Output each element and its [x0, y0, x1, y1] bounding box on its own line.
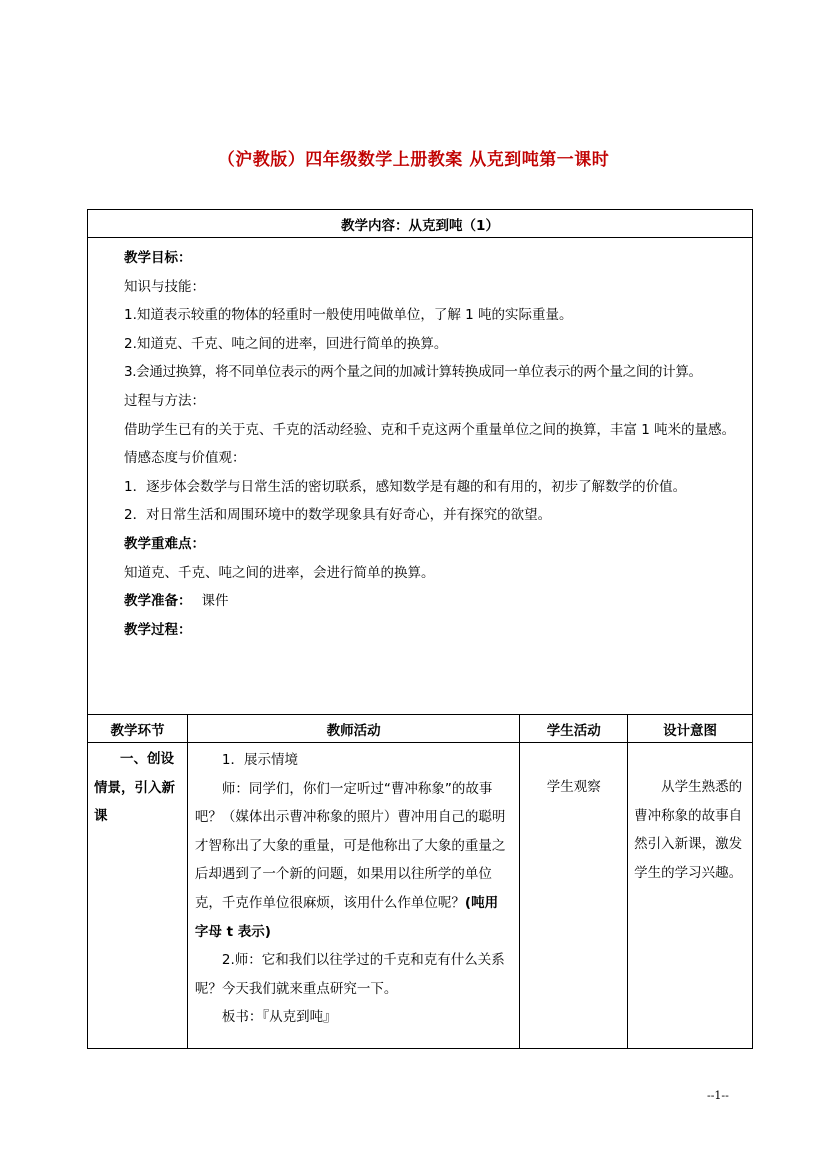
teacher-step-3: 2.师：它和我们以往学过的千克和克有什么关系呢？今天我们就来重点研究一下。: [194, 952, 505, 997]
table-row: [88, 743, 753, 1049]
process-text: 借助学生已有的关于克、千克的活动经验、克和千克这两个重量单位之间的换算，丰富 1 吨米的量感。: [124, 421, 736, 438]
process-label: 过程与方法：: [124, 392, 205, 409]
teacher-cell: [187, 743, 519, 1049]
stage-cell: [88, 743, 188, 1049]
document-title: （沪教版）四年级数学上册教案 从克到吨第一课时: [217, 150, 610, 170]
column-header-student: 学生活动: [520, 715, 628, 743]
knowledge-item-1: 1.知道表示较重的物体的轻重时一般使用吨做单位，了解 1 吨的实际重量。: [124, 307, 573, 324]
column-header-design: 设计意图: [628, 715, 753, 743]
key-points-text: 知道克、千克、吨之间的进率，会进行简单的换算。: [124, 564, 435, 581]
column-header-teacher: 教师活动: [187, 715, 519, 743]
key-points-heading: 教学重难点：: [124, 535, 205, 552]
teacher-step-2-note: (吨用字母 t 表示): [194, 894, 499, 940]
objectives-heading: 教学目标：: [124, 250, 192, 266]
column-header-stage: 教学环节: [88, 715, 188, 743]
teacher-step-4: 板书：『从克到吨』: [221, 1009, 337, 1026]
objectives-section: [88, 238, 753, 715]
preparation-heading: 教学准备：: [124, 593, 192, 610]
emotion-label: 情感态度与价值观：: [124, 450, 246, 467]
content-header: 教学内容：从克到吨（1）: [88, 210, 753, 238]
knowledge-label: 知识与技能：: [124, 278, 205, 295]
stage-text: 一、创设情景，引入新课: [94, 751, 175, 825]
emotion-item-1: 1．逐步体会数学与日常生活的密切联系，感知数学是有趣的和有用的，初步了解数学的价值。: [124, 478, 687, 495]
page-number: --1--: [707, 1089, 729, 1102]
knowledge-item-2: 2.知道克、千克、吨之间的进率，回进行简单的换算。: [124, 335, 448, 352]
process-heading: 教学过程：: [124, 621, 192, 638]
lesson-plan-table: [87, 209, 753, 1049]
student-cell: 学生观察: [520, 743, 628, 1049]
design-cell: [628, 743, 753, 1049]
teacher-step-1: 1．展示情境: [221, 752, 299, 768]
preparation-text: 课件: [201, 593, 229, 610]
knowledge-item-3: 3.会通过换算，将不同单位表示的两个量之间的加减计算转换成同一单位表示的两个量之间的计算。: [124, 364, 702, 381]
teacher-step-2: 师：同学们，你们一定听过“曹冲称象”的故事吧？（媒体出示曹冲称象的照片）曹冲用自己的聪明才智称出了大象的重量，可是他称出了大象的重量之后却遇到了一个新的问题，如果用以往所学的单位克，千克作单位很麻烦，该用什么作单位呢？: [194, 780, 506, 911]
design-text: 从学生熟悉的曹冲称象的故事自然引入新课，激发学生的学习兴趣。: [634, 779, 743, 881]
emotion-item-2: 2．对日常生活和周围环境中的数学现象具有好奇心，并有探究的欲望。: [124, 507, 552, 524]
